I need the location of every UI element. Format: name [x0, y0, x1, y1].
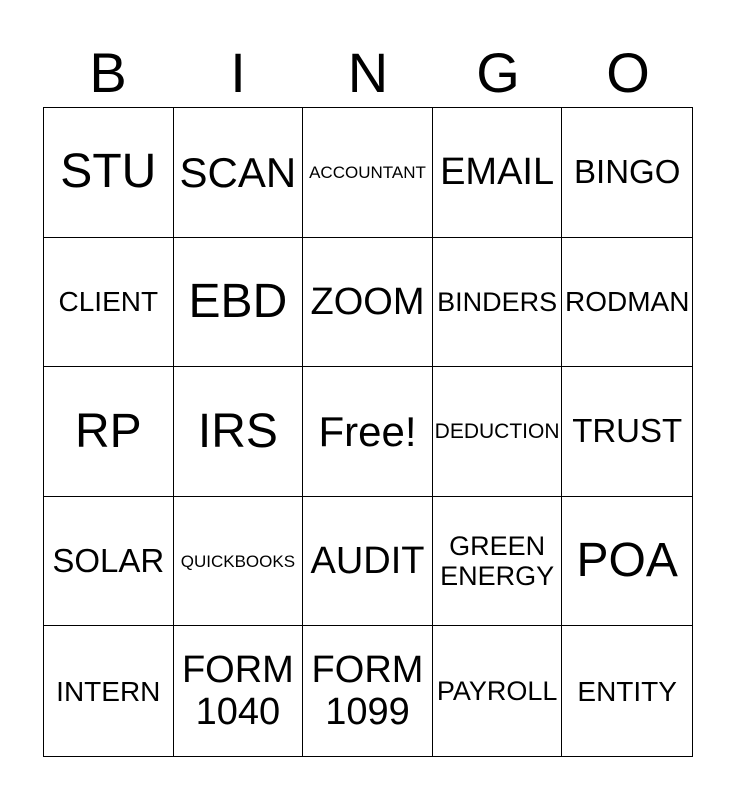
bingo-cell-r2-c4[interactable]	[433, 238, 563, 368]
bingo-cell-r1-c2[interactable]	[174, 108, 304, 238]
cell-label: SOLAR	[52, 541, 165, 579]
cell-label: PAYROLL	[436, 676, 558, 707]
bingo-cell-r2-c1[interactable]	[44, 238, 174, 368]
cell-label: EMAIL	[440, 151, 555, 194]
bingo-cell-r1-c1[interactable]	[44, 108, 174, 238]
free-space-cell[interactable]	[303, 367, 433, 497]
cell-label: BINDERS	[437, 286, 558, 317]
bingo-cell-r1-c5[interactable]	[562, 108, 692, 238]
cell-label: INTERN	[56, 675, 161, 707]
cell-label: IRS	[197, 404, 278, 458]
bingo-cell-r1-c4[interactable]	[433, 108, 563, 238]
cell-label: FORM 1040	[181, 648, 294, 734]
cell-label: ZOOM	[310, 280, 425, 323]
bingo-cell-r1-c3[interactable]	[303, 108, 433, 238]
cell-label: FORM 1099	[311, 648, 424, 734]
bingo-cell-r5-c2[interactable]	[174, 626, 304, 756]
cell-label: CLIENT	[58, 286, 159, 318]
bingo-cell-r2-c2[interactable]	[174, 238, 304, 368]
bingo-cell-r3-c2[interactable]	[174, 367, 304, 497]
bingo-cell-r5-c5[interactable]	[562, 626, 692, 756]
cell-label: RP	[74, 404, 142, 458]
cell-label: TRUST	[572, 412, 683, 450]
bingo-cell-r4-c1[interactable]	[44, 497, 174, 627]
bingo-cell-r3-c5[interactable]	[562, 367, 692, 497]
bingo-cell-r5-c4[interactable]	[433, 626, 563, 756]
cell-label: BINGO	[574, 152, 681, 190]
bingo-cell-r2-c5[interactable]	[562, 238, 692, 368]
cell-label: ACCOUNTANT	[309, 162, 426, 182]
bingo-header	[43, 40, 693, 106]
cell-label: SCAN	[179, 148, 297, 196]
bingo-cell-r5-c3[interactable]	[303, 626, 433, 756]
bingo-cell-r4-c5[interactable]	[562, 497, 692, 627]
cell-label: ENTITY	[577, 675, 677, 707]
cell-label: RODMAN	[564, 286, 690, 318]
cell-label: STU	[60, 145, 157, 199]
bingo-cell-r3-c1[interactable]	[44, 367, 174, 497]
cell-label: EBD	[188, 275, 288, 329]
cell-label: GREEN ENERGY	[440, 530, 555, 592]
header-letter-i: I	[230, 41, 246, 104]
header-letter-o: O	[606, 41, 650, 104]
cell-label: AUDIT	[310, 539, 425, 582]
bingo-cell-r2-c3[interactable]	[303, 238, 433, 368]
bingo-board	[43, 107, 693, 757]
cell-label: QUICKBOOKS	[180, 551, 296, 571]
header-letter-b: B	[89, 41, 127, 104]
header-letter-n: N	[347, 41, 389, 104]
header-letter-g: G	[476, 41, 520, 104]
bingo-cell-r5-c1[interactable]	[44, 626, 174, 756]
cell-label: DEDUCTION	[434, 419, 560, 443]
bingo-cell-r4-c4[interactable]	[433, 497, 563, 627]
bingo-cell-r4-c3[interactable]	[303, 497, 433, 627]
bingo-cell-r4-c2[interactable]	[174, 497, 304, 627]
bingo-cell-r3-c4[interactable]	[433, 367, 563, 497]
free-space-label: Free!	[318, 407, 417, 455]
cell-label: POA	[576, 534, 678, 588]
